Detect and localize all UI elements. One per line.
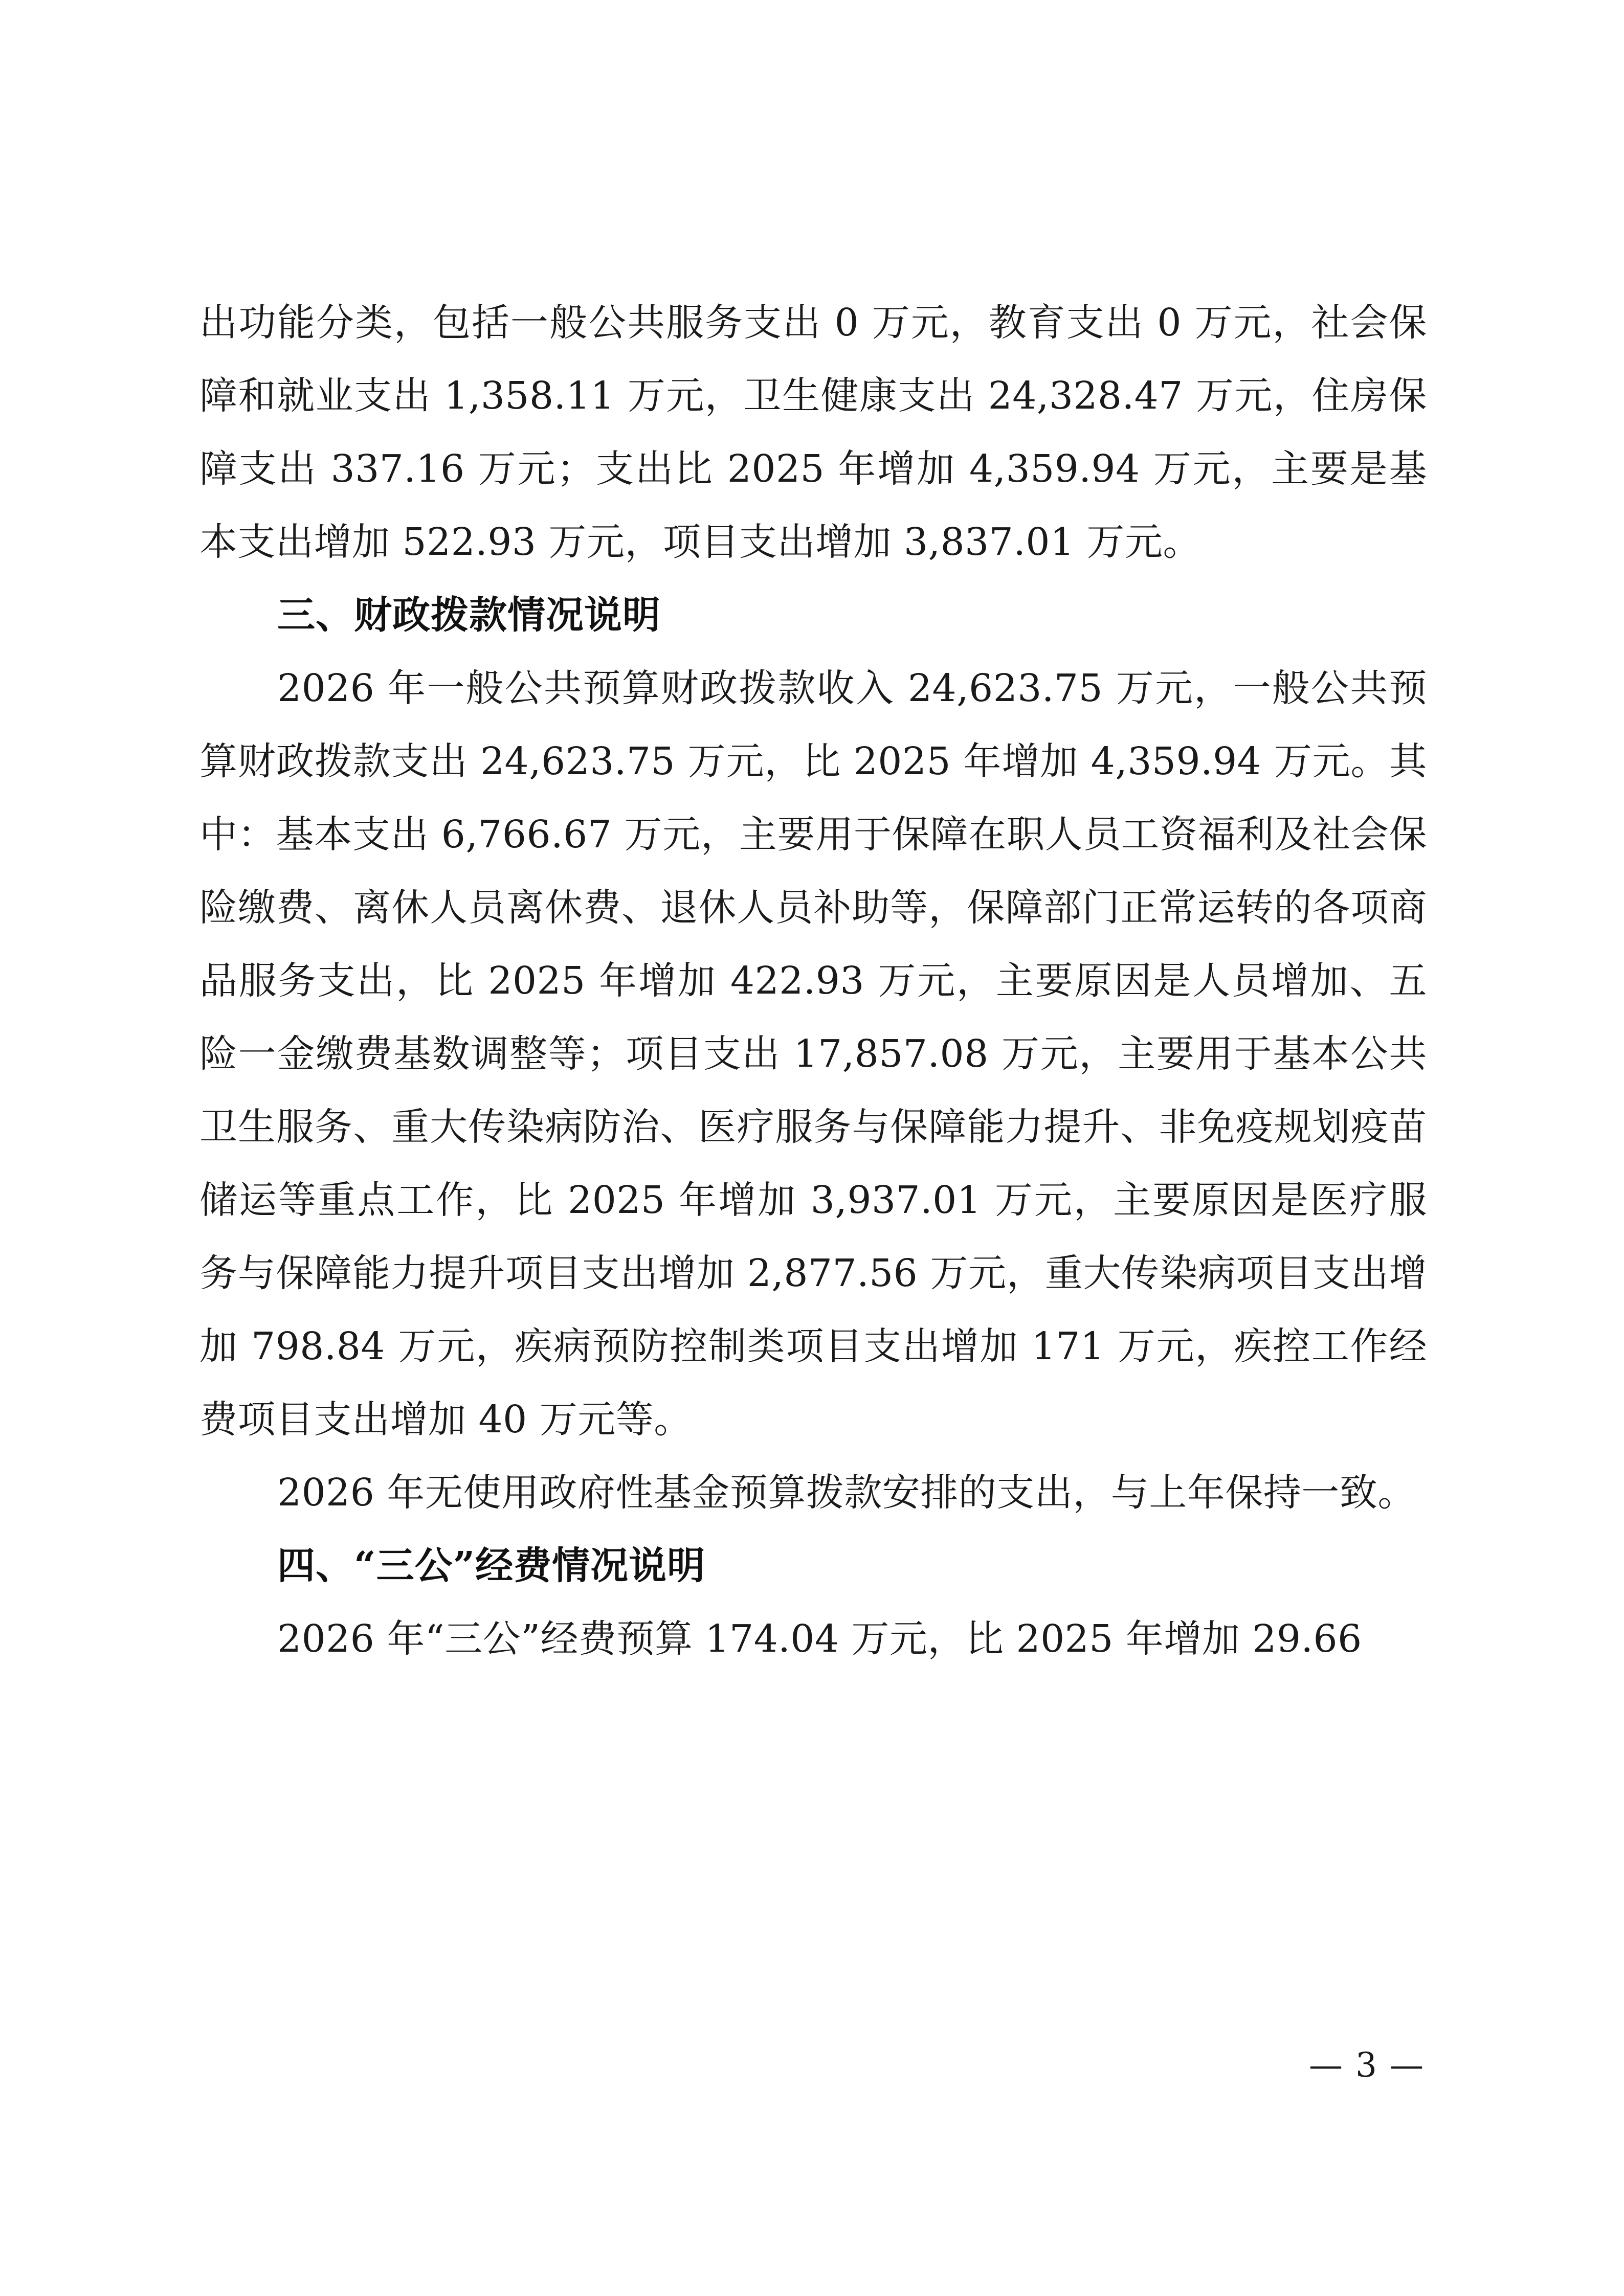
paragraph-fiscal-appropriation-detail: 2026 年一般公共预算财政拨款收入 24,623.75 万元，一般公共预算财政拨款支出 24,623.75 万元，比 2025 年增加 4,359.94 万元。其中：基本支出 6,766.67 万元，主要用于保障在职人员工资福利及社会保险缴费、离休人员离休费、退休人员补助等，保障部门正常运转的各项商品服务支出，比 2025 年增加 422.93 万元，主要原因是人员增加、五险一金缴费基数调整等；项目支出 17,857.08 万元，主要用于基本公共卫生服务、重大传染病防治、医疗服务与保障能力提升、非免疫规划疫苗储运等重点工作，比 2025 年增加 3,937.01 万元，主要原因是医疗服务与保障能力提升项目支出增加 2,877.56 万元，重大传染病项目支出增加 798.84 万元，疾病预防控制类项目支出增加 171 万元，疾控工作经费项目支出增加 40 万元等。: [199, 666, 1427, 1442]
paragraph-government-fund-budget: 2026 年无使用政府性基金预算拨款安排的支出，与上年保持一致。: [277, 1471, 1416, 1515]
document-body: [199, 286, 1427, 1676]
section-heading-fiscal-appropriation: 三、财政拨款情况说明: [277, 593, 661, 637]
paragraph-expenditure-function-classification: 出功能分类，包括一般公共服务支出 0 万元，教育支出 0 万元，社会保障和就业支出 1,358.11 万元，卫生健康支出 24,328.47 万元，住房保障支出 337.16 万元；支出比 2025 年增加 4,359.94 万元，主要是基本支出增加 522.93 万元，项目支出增加 3,837.01 万元。: [199, 301, 1427, 564]
page-number-footer: — 3 —: [1309, 2045, 1425, 2085]
paragraph-three-public-expenses-detail: 2026 年“三公”经费预算 174.04 万元，比 2025 年增加 29.66: [277, 1617, 1362, 1661]
section-heading-three-public-expenses: 四、“三公”经费情况说明: [277, 1544, 706, 1588]
